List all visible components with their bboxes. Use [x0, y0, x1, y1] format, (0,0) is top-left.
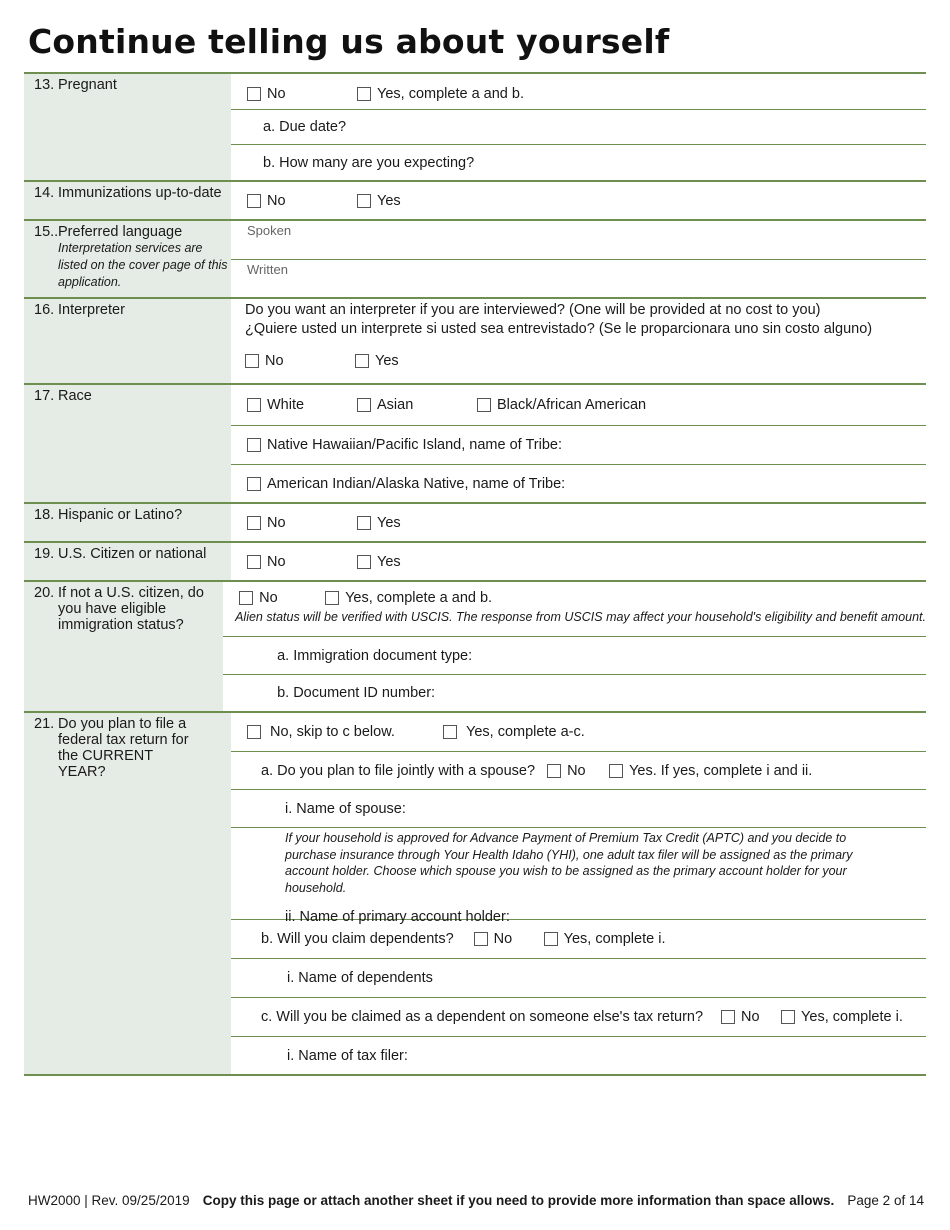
- question-14-row: [24, 180, 926, 219]
- citizen-no-option[interactable]: No: [247, 554, 357, 570]
- pregnant-no-option[interactable]: No: [247, 86, 357, 102]
- interpretation-note: Interpretation services are listed on the cover page of this application.: [58, 241, 228, 289]
- race-hawaiian-option[interactable]: Native Hawaiian/Pacific Island, name of Tribe:: [247, 437, 562, 453]
- checkbox[interactable]: [357, 398, 371, 412]
- question-16-label-cell: 16. Interpreter: [24, 299, 231, 383]
- question-21-label-cell: 21. Do you plan to file a federal tax return for the CURRENT YEAR?: [24, 713, 231, 1074]
- file-jointly-question: a. Do you plan to file jointly with a spouse?: [261, 762, 536, 779]
- checkbox[interactable]: [443, 725, 457, 739]
- claimed-as-dependent-yes-option[interactable]: Yes, complete i.: [781, 1009, 903, 1025]
- citizen-yes-option[interactable]: Yes: [357, 554, 401, 570]
- dependents-name-field[interactable]: i. Name of dependents: [231, 958, 926, 997]
- question-label: U.S. Citizen or national: [58, 546, 207, 562]
- file-jointly-no-option[interactable]: No: [547, 763, 609, 779]
- question-label: Race: [58, 388, 92, 404]
- checkbox[interactable]: [474, 932, 488, 946]
- uscis-note: Alien status will be verified with USCIS. The response from USCIS may affect your household's eligibility and benefit amount.: [235, 610, 926, 624]
- aptc-note: If your household is approved for Advance Payment of Premium Tax Credit (APTC) and you decide to purchase insurance through Your Health Idaho (YHI), one adult tax filer will be assigned as the primary account holder. Choose which spouse you wish to be assigned as the primary account holder for your household.: [285, 831, 853, 895]
- page-title: Continue telling us about yourself: [28, 22, 670, 61]
- question-20-label-cell: 20. If not a U.S. citizen, do you have eligible immigration status?: [24, 582, 223, 711]
- question-13-row: [24, 72, 926, 180]
- immigration-no-option[interactable]: No: [239, 590, 325, 606]
- page-footer: [28, 1193, 924, 1208]
- question-15-label-cell: 15.. Preferred language Interpretation services are listed on the cover page of this application.: [24, 221, 231, 297]
- claimed-as-dependent-no-option[interactable]: No: [721, 1009, 781, 1025]
- question-label: If not a U.S. citizen, do you have eligible immigration status?: [58, 585, 204, 633]
- interpreter-yes-option[interactable]: Yes: [355, 353, 399, 369]
- question-label: Pregnant: [58, 77, 117, 93]
- spoken-language-field[interactable]: Spoken: [247, 223, 292, 238]
- checkbox[interactable]: [247, 398, 261, 412]
- immigration-yes-option[interactable]: Yes, complete a and b.: [325, 590, 492, 606]
- interpreter-question-spanish: ¿Quiere usted un interprete si usted sea entrevistado? (Se le proparcionara uno sin costo alguno): [245, 321, 873, 337]
- checkbox[interactable]: [357, 555, 371, 569]
- checkbox[interactable]: [247, 194, 261, 208]
- checkbox[interactable]: [325, 591, 339, 605]
- checkbox[interactable]: [781, 1010, 795, 1024]
- question-label: Do you plan to file a federal tax return for the CURRENT YEAR?: [58, 716, 189, 780]
- checkbox[interactable]: [247, 725, 261, 739]
- checkbox[interactable]: [247, 516, 261, 530]
- immunizations-no-option[interactable]: No: [247, 193, 357, 209]
- race-black-option[interactable]: Black/African American: [477, 397, 646, 413]
- hispanic-yes-option[interactable]: Yes: [357, 515, 401, 531]
- claimed-as-dependent-question: c. Will you be claimed as a dependent on someone else's tax return?: [261, 1009, 704, 1025]
- document-id-field[interactable]: b. Document ID number:: [223, 674, 926, 711]
- question-label: Interpreter: [58, 302, 125, 318]
- checkbox[interactable]: [355, 354, 369, 368]
- claim-dependents-question: b. Will you claim dependents?: [261, 931, 454, 947]
- race-asian-option[interactable]: Asian: [357, 397, 477, 413]
- tax-filer-name-field[interactable]: i. Name of tax filer:: [231, 1036, 926, 1074]
- pregnant-yes-option[interactable]: Yes, complete a and b.: [357, 86, 524, 102]
- question-13-label-cell: [24, 74, 231, 180]
- page-number: Page 2 of 14: [847, 1193, 924, 1208]
- interpreter-question-english: Do you want an interpreter if you are interviewed? (One will be provided at no cost to you): [245, 302, 821, 318]
- checkbox[interactable]: [477, 398, 491, 412]
- question-18-row: [24, 502, 926, 541]
- checkbox[interactable]: [547, 764, 561, 778]
- form-id: HW2000 | Rev. 09/25/2019: [28, 1193, 190, 1208]
- question-21-row: [24, 711, 926, 1076]
- claim-dependents-no-option[interactable]: No: [474, 931, 544, 947]
- question-14-label-cell: 14. Immunizations up-to-date: [24, 182, 231, 219]
- primary-account-holder-field[interactable]: ii. Name of primary account holder:: [285, 909, 510, 925]
- checkbox[interactable]: [357, 194, 371, 208]
- question-number: 13.: [34, 77, 55, 93]
- claim-dependents-yes-option[interactable]: Yes, complete i.: [544, 931, 666, 947]
- checkbox[interactable]: [247, 555, 261, 569]
- race-white-option[interactable]: White: [247, 397, 357, 413]
- spouse-name-field[interactable]: i. Name of spouse:: [231, 789, 926, 827]
- how-many-expecting-field[interactable]: b. How many are you expecting?: [231, 144, 926, 180]
- race-american-indian-option[interactable]: American Indian/Alaska Native, name of Tribe:: [247, 476, 565, 492]
- application-form: [24, 72, 926, 1076]
- due-date-field[interactable]: a. Due date?: [231, 109, 926, 144]
- footer-instruction: Copy this page or attach another sheet if you need to provide more information than space allows.: [202, 1193, 835, 1208]
- hispanic-no-option[interactable]: No: [247, 515, 357, 531]
- checkbox[interactable]: [609, 764, 623, 778]
- question-15-row: [24, 219, 926, 297]
- question-label: Preferred language: [58, 224, 183, 240]
- question-19-row: [24, 541, 926, 580]
- checkbox[interactable]: [247, 477, 261, 491]
- interpreter-no-option[interactable]: No: [245, 353, 355, 369]
- checkbox[interactable]: [544, 932, 558, 946]
- question-19-label-cell: 19. U.S. Citizen or national: [24, 543, 231, 580]
- question-label: Immunizations up-to-date: [58, 185, 222, 201]
- question-label: Hispanic or Latino?: [58, 507, 183, 523]
- checkbox[interactable]: [357, 87, 371, 101]
- immunizations-yes-option[interactable]: Yes: [357, 193, 401, 209]
- checkbox[interactable]: [357, 516, 371, 530]
- checkbox[interactable]: [721, 1010, 735, 1024]
- question-18-label-cell: 18. Hispanic or Latino?: [24, 504, 231, 541]
- tax-return-yes-option[interactable]: Yes, complete a-c.: [443, 724, 585, 740]
- question-17-row: [24, 383, 926, 502]
- checkbox[interactable]: [247, 438, 261, 452]
- checkbox[interactable]: [247, 87, 261, 101]
- question-16-row: [24, 297, 926, 383]
- question-20-row: [24, 580, 926, 711]
- file-jointly-yes-option[interactable]: Yes. If yes, complete i and ii.: [609, 763, 812, 779]
- immigration-document-type-field[interactable]: a. Immigration document type:: [223, 636, 926, 674]
- question-17-label-cell: 17. Race: [24, 385, 231, 502]
- tax-return-no-option[interactable]: No, skip to c below.: [247, 724, 443, 740]
- checkbox[interactable]: [239, 591, 253, 605]
- checkbox[interactable]: [245, 354, 259, 368]
- written-language-field[interactable]: Written: [231, 259, 926, 297]
